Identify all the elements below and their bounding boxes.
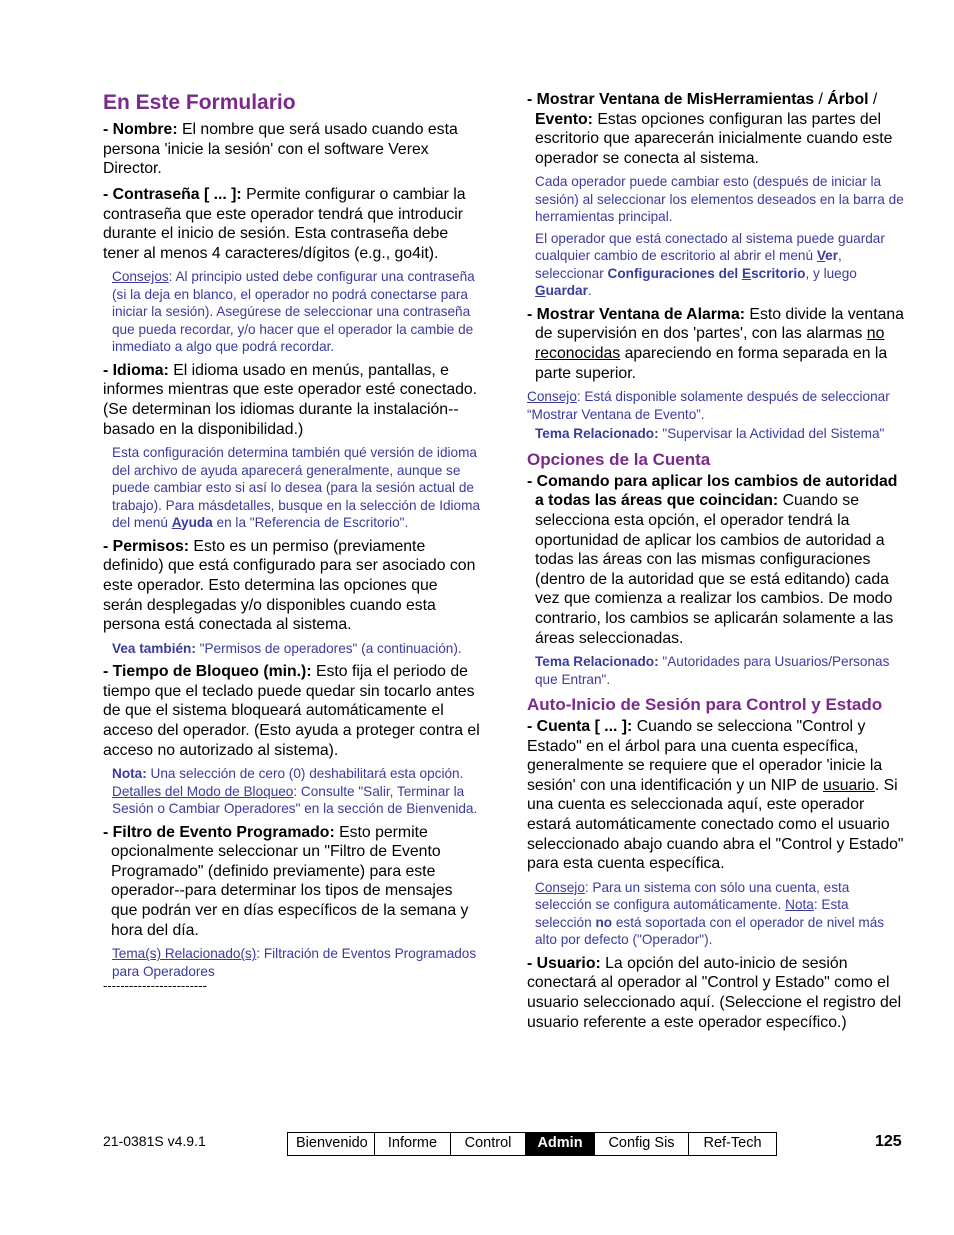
nota2-bold: no bbox=[595, 914, 613, 930]
comando-label: Comando para aplicar los cambios de autoridad a todas las áreas que coincidan: bbox=[535, 472, 898, 510]
left-column bbox=[103, 90, 481, 993]
permisos-text: Esto es un permiso (previamente definido) que está configurado para ser asociado con este operador. Esto determina las opciones que serán desplegadas y/o disponibles cuando esta persona está conectada al sistema. bbox=[103, 537, 476, 634]
mis-note2-b: , seleccionar bbox=[535, 248, 842, 281]
nombre-label: Nombre: bbox=[112, 121, 178, 139]
nota-text: Una selección de cero (0) deshabilitará esta opción. bbox=[146, 766, 464, 782]
section-tabs bbox=[287, 1132, 777, 1156]
mis-note2-d: . bbox=[587, 283, 592, 299]
guardar-rest: uardar bbox=[545, 283, 588, 299]
alarma-text-a: Esto divide la ventana de supervisión en dos 'partes', con las alarmas bbox=[535, 305, 904, 343]
detalles-text: : Consulte "Salir, Terminar la Sesión o Cambiar Operadores" en la sección de Bienvenida. bbox=[112, 783, 478, 817]
cuenta-item: - Cuenta [ ... ]: Cuando se selecciona "Control y Estado" en el árbol para una cuenta específica, generalmente se requiere que el operador 'inicie la sesión' con una identificación y un NIP de usuario. Si una cuenta es seleccionada aquí, este operador estará automáticamente conectado como el usuario seleccionado abajo cuando abra el "Control y Estado" para esta cuenta específica. bbox=[527, 718, 904, 873]
tema-relacionado-1 bbox=[535, 425, 905, 443]
idioma-text: El idioma usado en menús, pantallas, e informes mientras que este operador esté conectado. (Se determinan los idiomas durante la instalación--basado en la disponibilidad.) bbox=[103, 361, 478, 438]
vea-label: Vea también: bbox=[112, 640, 196, 656]
section-heading: En Este Formulario bbox=[103, 91, 296, 114]
tema2-text: "Autoridades para Usuarios/Personas que Entran". bbox=[535, 654, 890, 687]
detalles-note bbox=[112, 783, 481, 818]
mis-sep: / bbox=[814, 91, 828, 108]
tema1-text: "Supervisar la Actividad del Sistema" bbox=[658, 426, 885, 442]
mis-label-c: Evento: bbox=[535, 110, 593, 128]
right-column bbox=[527, 90, 905, 1038]
heading-opciones-cuenta: Opciones de la Cuenta bbox=[527, 449, 711, 469]
consejos-text: : Al principio usted debe configurar una contraseña (si la deja en blanco, el operador no podrá conectarse para iniciar la sesión). Asegúrese de seleccionar una contraseña que pueda recordar, y/o hacer que el operador la cambie de inmediato a algo que podrá recordar. bbox=[112, 269, 475, 355]
consejo-note bbox=[527, 388, 905, 423]
consejos-note bbox=[112, 268, 481, 356]
nota-label: Nota: bbox=[112, 766, 147, 782]
mis-note2-c: , y luego bbox=[805, 265, 857, 281]
vea-text: "Permisos de operadores" (a continuación). bbox=[195, 640, 462, 656]
ver-mnemonic: V bbox=[816, 248, 826, 264]
alarma-item: - Mostrar Ventana de Alarma: Esto divide la ventana de supervisión en dos 'partes', con las alarmas no reconocidas apareciendo en forma separada en la parte superior. bbox=[527, 305, 904, 382]
cuenta-label: Cuenta [ ... ]: bbox=[536, 718, 633, 736]
document-code: 21-0381S v4.9.1 bbox=[103, 1133, 206, 1149]
consejo-nota-note bbox=[535, 879, 905, 949]
tema2-label: Tema Relacionado: bbox=[535, 654, 659, 670]
bloqueo-label: Tiempo de Bloqueo (min.): bbox=[112, 663, 312, 681]
tab-informe[interactable]: Informe bbox=[374, 1133, 450, 1155]
consejo2-link[interactable]: Consejo bbox=[535, 879, 585, 895]
alarma-label: Mostrar Ventana de Alarma: bbox=[536, 305, 746, 323]
nota-note bbox=[112, 765, 481, 783]
consejo-text: : Está disponible solamente después de seleccionar “Mostrar Ventana de Evento”. bbox=[527, 389, 890, 422]
nombre-item: - Nombre: El nombre que será usado cuando esta persona 'inicie la sesión' con el software Verex Director. bbox=[103, 121, 458, 178]
mis-note-1: Cada operador puede cambiar esto (después de iniciar la sesión) al seleccionar los elementos deseados en la barra de herramientas principal. bbox=[535, 174, 904, 225]
divider-dashes: ------------------------ bbox=[103, 978, 207, 994]
consejos-link[interactable]: Consejos bbox=[112, 269, 169, 285]
guardar-mnemonic: G bbox=[535, 283, 546, 299]
alarma-text-b: apareciendo en forma separada en la parte superior. bbox=[535, 345, 888, 382]
cuenta-text-b: . Si una cuenta es seleccionada aquí, este operador estará automáticamente conectado como el usuario seleccionado abajo cuando abra el "Control y Estado" para esta cuenta específica. bbox=[527, 776, 904, 873]
tab-config-sis[interactable]: Config Sis bbox=[594, 1133, 688, 1155]
tab-bienvenido[interactable]: Bienvenido bbox=[296, 1135, 368, 1151]
comando-text: Cuando se selecciona esta opción, el operador tendrá la oportunidad de aplicar los cambios de autoridad a todas las áreas con las mismas configuraciones (dentro de la autoridad que se está editando) cada vez que comienza a realizar los cambios. De modo contrario, los cambios se aplicarán solamente a las áreas seleccionadas. bbox=[535, 492, 894, 647]
tab-ref-tech[interactable]: Ref-Tech bbox=[688, 1133, 776, 1155]
page-number: 125 bbox=[875, 1133, 902, 1150]
tema-relacionado-2 bbox=[535, 653, 905, 688]
ayuda-mnemonic: A bbox=[171, 515, 182, 531]
consejo-link[interactable]: Consejo bbox=[527, 389, 577, 405]
filtro-label: Filtro de Evento Programado: bbox=[112, 823, 335, 841]
usuario-item: - Usuario: La opción del auto-inicio de sesión conectará al operador al "Control y Estado" como el usuario seleccionado aquí. (Seleccione el registro del usuario referente a este operador específico.) bbox=[527, 954, 902, 1031]
idioma-note-a: Esta configuración determina también qué versión de idioma del archivo de ayuda aparecerá generalmente, aunque se puede cambiar esto si así lo desea (para la sesión actual de trabajo). Para másdetalles, busque en la selección de Idioma del menú bbox=[112, 445, 481, 531]
mis-label-b: Árbol bbox=[827, 91, 869, 108]
usuario-text: La opción del auto-inicio de sesión conectará al operador al "Control y Estado" como el usuario seleccionado aquí. (Seleccione el registro del usuario referente a este operador específico.) bbox=[527, 954, 902, 1031]
comando-item: - Comando para aplicar los cambios de autoridad a todas las áreas que coincidan: Cuando se selecciona esta opción, el operador tendrá la oportunidad de aplicar los cambios de autoridad a todas las áreas con las mismas configuraciones (dentro de la autoridad que se está editando) cada vez que comienza a realizar los cambios. De modo contrario, los cambios se aplicarán solamente a las áreas seleccionadas. bbox=[527, 472, 898, 647]
idioma-label: Idioma: bbox=[112, 361, 169, 379]
tema1-label: Tema Relacionado: bbox=[535, 426, 659, 442]
contrasena-text: Permite configurar o cambiar la contraseña que este operador tendrá que introducir durante el inicio de sesión. Esta contraseña debe tener al menos 4 caracteres/dígitos (e.g., go4it). bbox=[103, 185, 466, 262]
mis-text: Estas opciones configuran las partes del escritorio que aparecerán inicialmente cuando este operador se conecta al sistema. bbox=[535, 110, 893, 167]
tema-link[interactable]: Tema(s) Relacionado(s) bbox=[112, 946, 257, 962]
mis-note-2 bbox=[535, 230, 905, 300]
bloqueo-text: Esto fija el periodo de tiempo que el teclado puede quedar sin tocarlo antes de que el sistema bloqueará automáticamente el acceso del operador. (Esto ayuda a proteger contra el acceso no autorizado al sistema). bbox=[103, 663, 480, 759]
nota2-text-a: : Esta selección bbox=[535, 897, 849, 930]
contrasena-item: - Contraseña [ ... ]: Permite configurar o cambiar la contraseña que este operador tendrá que introducir durante el inicio de sesión. Esta contraseña debe tener al menos 4 caracteres/dígitos (e.g., go4it). bbox=[103, 185, 466, 262]
cuenta-underline: usuario bbox=[823, 776, 875, 794]
nombre-text: El nombre que será usado cuando esta persona 'inicie la sesión' con el software Verex Director. bbox=[103, 121, 458, 178]
idioma-note-b: en la "Referencia de Escritorio". bbox=[212, 515, 409, 531]
vea-tambien-note bbox=[112, 640, 481, 658]
heading-auto-inicio: Auto-Inicio de Sesión para Control y Estado bbox=[527, 695, 883, 715]
ayuda-rest: yuda bbox=[181, 515, 213, 531]
ver-rest: er bbox=[825, 248, 839, 264]
tab-control[interactable]: Control bbox=[450, 1133, 525, 1155]
mis-note2-a: El operador que está conectado al sistema puede guardar cualquier cambio de escritorio al abrir el menú bbox=[535, 230, 885, 264]
consejo2-text: : Para un sistema con sólo una cuenta, esta selección se configura automáticamente. bbox=[535, 879, 850, 913]
usuario-label: Usuario: bbox=[536, 954, 601, 972]
tema-text: : Filtración de Eventos Programados para Operadores bbox=[112, 946, 477, 979]
filtro-text: Esto permite opcionalmente seleccionar un "Filtro de Evento Programado" (definido previamente) para este operador--para determinar los tipos de mensajes que podrán ver en días específicos de la semana y hora del día. bbox=[111, 823, 469, 939]
idioma-item: - Idioma: El idioma usado en menús, pantallas, e informes mientras que este operador esté conectado. (Se determinan los idiomas durante la instalación--basado en la disponibilidad.) bbox=[103, 361, 478, 438]
contrasena-label: Contraseña [ ... ]: bbox=[112, 185, 242, 203]
filtro-item: - Filtro de Evento Programado: Esto permite opcionalmente seleccionar un "Filtro de Evento Programado" (definido previamente) para este operador--para determinar los tipos de mensajes que podrán ver en días específicos de la semana y hora del día. bbox=[103, 823, 469, 939]
permisos-item: - Permisos: Esto es un permiso (previamente definido) que está configurado para ser asociado con este operador. Esto determina las opciones que serán desplegadas y/o disponibles cuando esta persona está conectada al sistema. bbox=[103, 537, 476, 634]
cuenta-text-a: Cuando se selecciona "Control y Estado" en el árbol para una cuenta específica, generalmente se requiere que el operador 'inicie la sesión' con una identificación y un NIP de bbox=[527, 718, 883, 794]
nota2-text-b: está soportada con el operador de nivel más alto por defecto ("Operador"). bbox=[535, 914, 885, 948]
nota2-link[interactable]: Nota bbox=[785, 897, 814, 913]
idioma-note bbox=[112, 444, 481, 532]
bloqueo-item: - Tiempo de Bloqueo (min.): Esto fija el periodo de tiempo que el teclado puede quedar sin tocarlo antes de que el sistema bloqueará automáticamente el acceso del operador. (Esto ayuda a proteger contra el acceso no autorizado al sistema). bbox=[103, 663, 480, 759]
config-rest: scritorio bbox=[751, 265, 806, 281]
config-mnemonic: E bbox=[742, 265, 752, 281]
mis-label-a: Mostrar Ventana de MisHerramientas bbox=[536, 91, 815, 108]
tab-admin[interactable]: Admin bbox=[525, 1133, 594, 1155]
mis-herramientas-item: - Mostrar Ventana de MisHerramientas / Árbol / Evento: Estas opciones configuran las partes del escritorio que aparecerán inicialmente cuando este operador se conecta al sistema. bbox=[527, 91, 893, 167]
permisos-label: Permisos: bbox=[112, 537, 190, 555]
config-a: Configuraciones del bbox=[607, 265, 742, 281]
tema-relacionado-note bbox=[112, 945, 481, 980]
mis-sep2: / bbox=[868, 91, 878, 108]
alarma-underline: no reconocidas bbox=[535, 325, 885, 363]
detalles-link[interactable]: Detalles del Modo de Bloqueo bbox=[112, 783, 294, 799]
